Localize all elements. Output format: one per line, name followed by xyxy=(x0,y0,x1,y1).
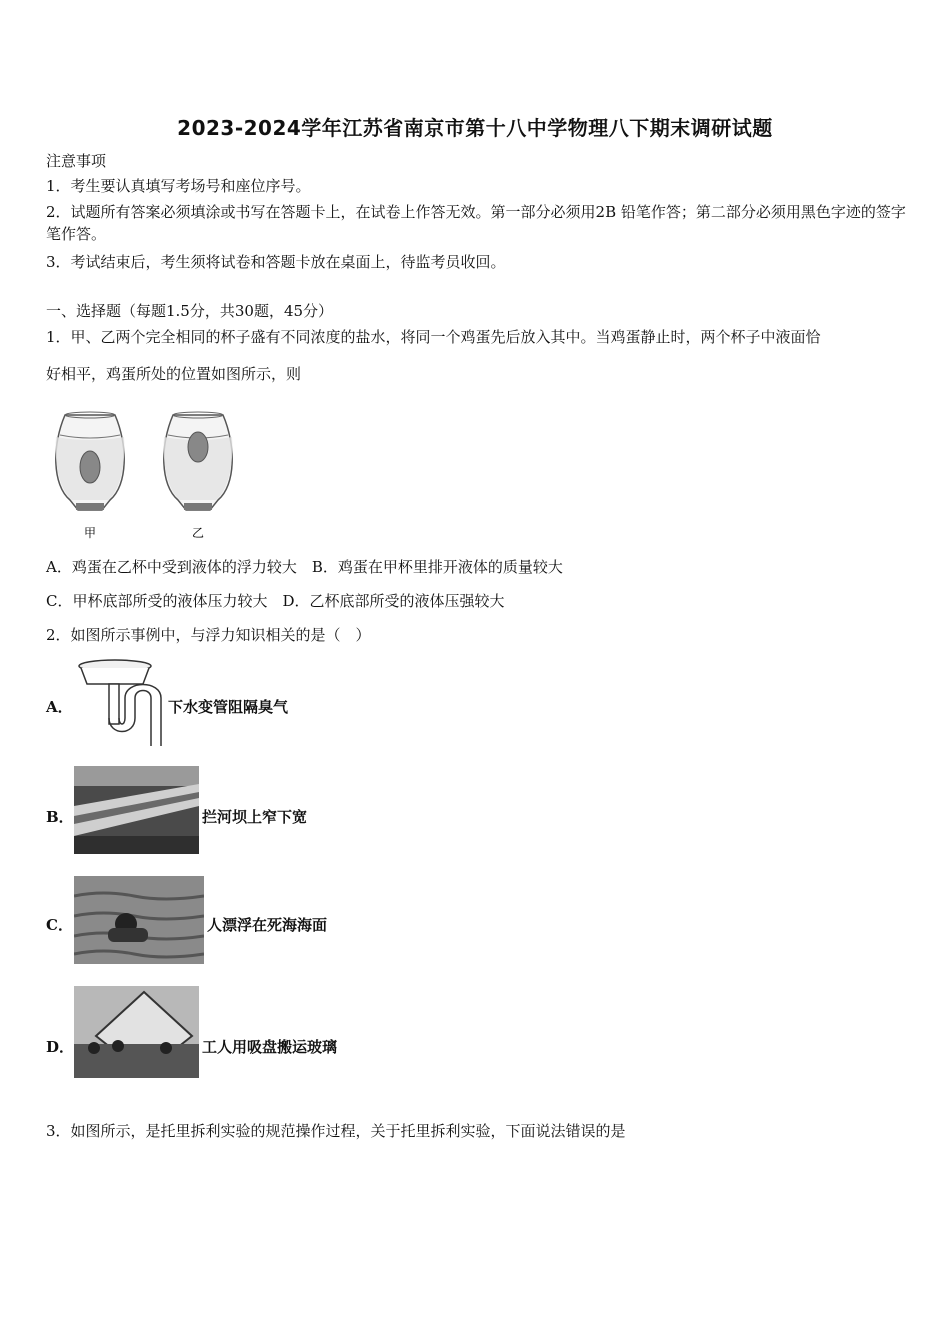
q2-option-b-label: B． xyxy=(46,808,74,826)
glass-jia xyxy=(56,412,125,510)
q2-option-a-text: 下水变管阻隔臭气 xyxy=(168,698,289,716)
q2-option-c-label: C． xyxy=(46,916,73,934)
q1-figure-glasses xyxy=(50,405,240,545)
glass-label-yi: 乙 xyxy=(192,526,205,540)
q2-option-a-figure xyxy=(75,658,165,748)
q1-options-row2: C．甲杯底部所受的液体压力较大 D．乙杯底部所受的液体压强较大 xyxy=(46,592,505,610)
q2-option-c-text: 人漂浮在死海海面 xyxy=(207,916,328,934)
glass-yi xyxy=(164,412,233,510)
q2-option-b-text: 拦河坝上窄下宽 xyxy=(202,808,308,826)
q1-options-row1: A．鸡蛋在乙杯中受到液体的浮力较大 B．鸡蛋在甲杯里排开液体的质量较大 xyxy=(46,558,563,576)
q2-option-c-photo xyxy=(74,876,204,964)
section-heading: 一、选择题（每题1.5分，共30题，45分） xyxy=(46,302,334,320)
notice-heading: 注意事项 xyxy=(46,152,107,170)
notice-item-2: 2．试题所有答案必须填涂或书写在答题卡上，在试卷上作答无效。第一部分必须用2B 铅笔作答；第二部分必须用黑色字迹的签字笔作答。 xyxy=(46,203,906,243)
notice-item-3: 3．考试结束后，考生须将试卷和答题卡放在桌面上，待监考员收回。 xyxy=(46,253,506,271)
glass-label-jia: 甲 xyxy=(84,526,97,540)
q2-option-d-photo xyxy=(74,986,199,1078)
q1-stem-line1: 1．甲、乙两个完全相同的杯子盛有不同浓度的盐水，将同一个鸡蛋先后放入其中。当鸡蛋静止时，两个杯子中液面恰 xyxy=(46,328,821,346)
q3-stem: 3．如图所示，是托里拆利实验的规范操作过程，关于托里拆利实验，下面说法错误的是 xyxy=(46,1122,626,1140)
q2-option-a-label: A． xyxy=(46,698,73,716)
q1-stem-line2: 好相平，鸡蛋所处的位置如图所示，则 xyxy=(46,365,302,383)
q2-option-d-label: D． xyxy=(46,1038,75,1056)
q2-option-d-text: 工人用吸盘搬运玻璃 xyxy=(202,1038,338,1056)
q2-option-b-photo xyxy=(74,766,199,854)
notice-item-1: 1．考生要认真填写考场号和座位序号。 xyxy=(46,177,311,195)
page-title: 2023-2024学年江苏省南京市第十八中学物理八下期末调研试题 xyxy=(177,116,773,140)
q2-stem: 2．如图所示事例中，与浮力知识相关的是（ ） xyxy=(46,626,371,644)
